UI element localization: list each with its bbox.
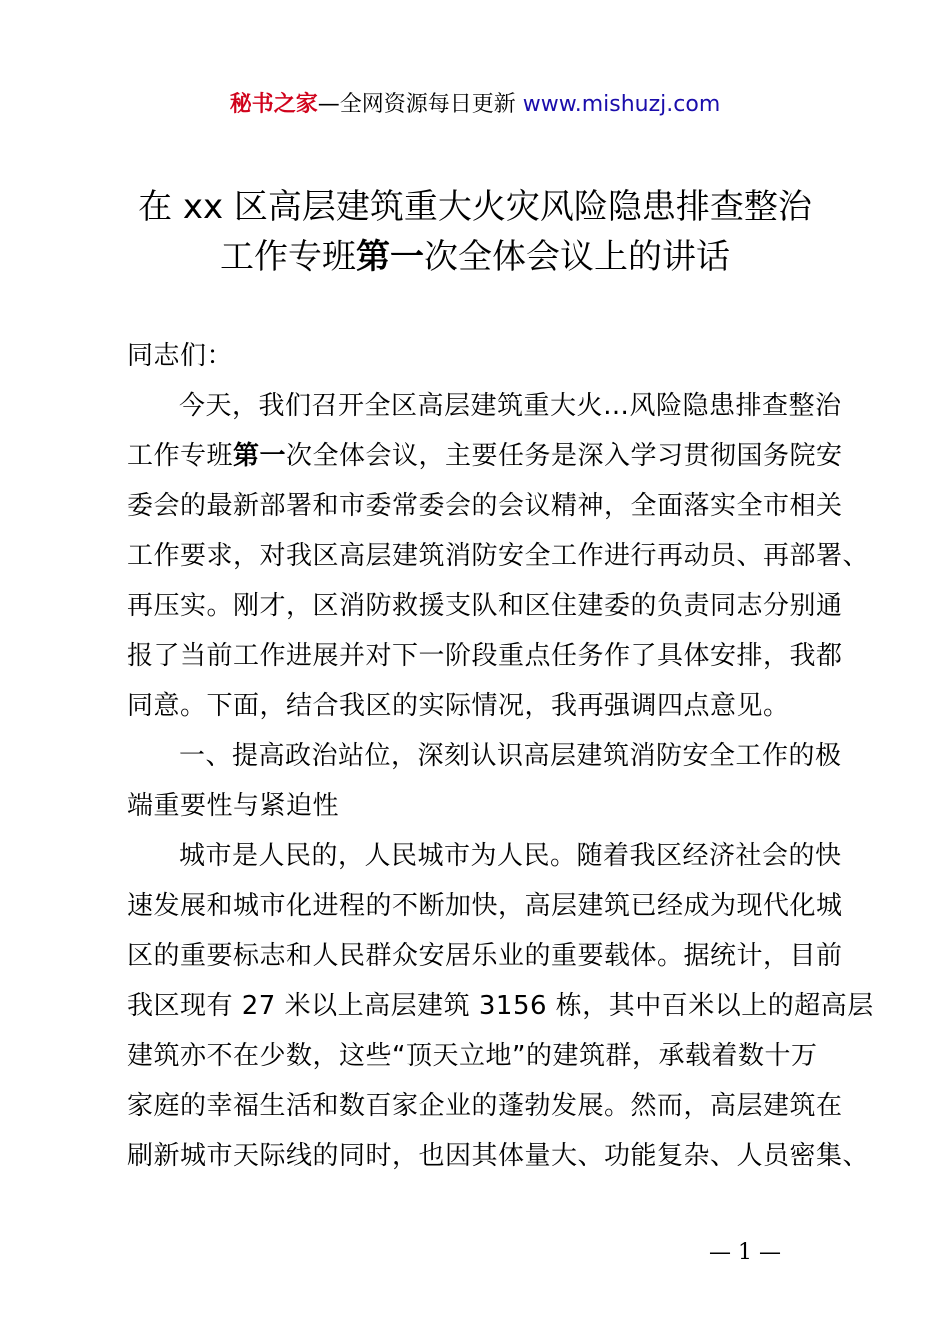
body-line: 工作要求，对我区高层建筑消防安全工作进行再动员、再部署、 — [127, 541, 870, 571]
body-line: 委会的最新部署和市委常委会的会议精神，全面落实全市相关 — [127, 491, 843, 521]
body-line: 同意。下面，结合我区的实际情况，我再强调四点意见。 — [127, 691, 790, 721]
page-number: — 1 — — [709, 1240, 781, 1265]
body-line-bold: 第一 — [233, 441, 287, 471]
body-line — [127, 431, 843, 481]
document-title — [0, 182, 950, 282]
body-line: 我区现有 27 米以上高层建筑 3156 栋，其中百米以上的超高层 — [127, 991, 874, 1021]
salutation: 同志们： — [127, 341, 234, 371]
body-line: 报了当前工作进展并对下一阶段重点任务作了具体安排，我都 — [127, 641, 843, 671]
body-line: 建筑亦不在少数，这些“顶天立地”的建筑群，承载着数十万 — [127, 1041, 818, 1071]
body-line: 速发展和城市化进程的不断加快，高层建筑已经成为现代化城 — [127, 891, 843, 921]
body-line: 城市是人民的，人民城市为人民。随着我区经济社会的快 — [179, 841, 842, 871]
body-line: 今天，我们召开全区高层建筑重大火…风险隐患排查整治 — [179, 391, 842, 421]
site-header — [0, 88, 950, 122]
body-line: 再压实。刚才，区消防救援支队和区住建委的负责同志分别通 — [127, 591, 843, 621]
title-line-2 — [0, 232, 950, 282]
title-line-2-pre: 工作专班 — [220, 237, 356, 277]
body-line: 区的重要标志和人民群众安居乐业的重要载体。据统计，目前 — [127, 941, 843, 971]
title-line-2-post: 次全体会议上的讲话 — [424, 237, 730, 277]
body-line: 刷新城市天际线的同时，也因其体量大、功能复杂、人员密集、 — [127, 1141, 870, 1171]
body-line: 家庭的幸福生活和数百家企业的蓬勃发展。然而，高层建筑在 — [127, 1091, 843, 1121]
title-line-1: 在 xx 区高层建筑重大火灾风险隐患排查整治 — [138, 187, 812, 227]
section-heading-cont: 端重要性与紧迫性 — [127, 791, 340, 821]
body-line-pre: 工作专班 — [127, 441, 234, 471]
body-line-post: 次全体会议，主要任务是深入学习贯彻国务院安 — [286, 441, 843, 471]
site-url-link[interactable]: www.mishuzj.com — [522, 92, 721, 117]
section-heading: 一、提高政治站位，深刻认识高层建筑消防安全工作的极 — [179, 741, 842, 771]
site-brand[interactable]: 秘书之家 — [229, 92, 318, 117]
document-body — [127, 331, 874, 1181]
site-slogan: —全网资源每日更新 — [317, 92, 516, 117]
title-line-2-bold: 第一 — [356, 237, 424, 277]
